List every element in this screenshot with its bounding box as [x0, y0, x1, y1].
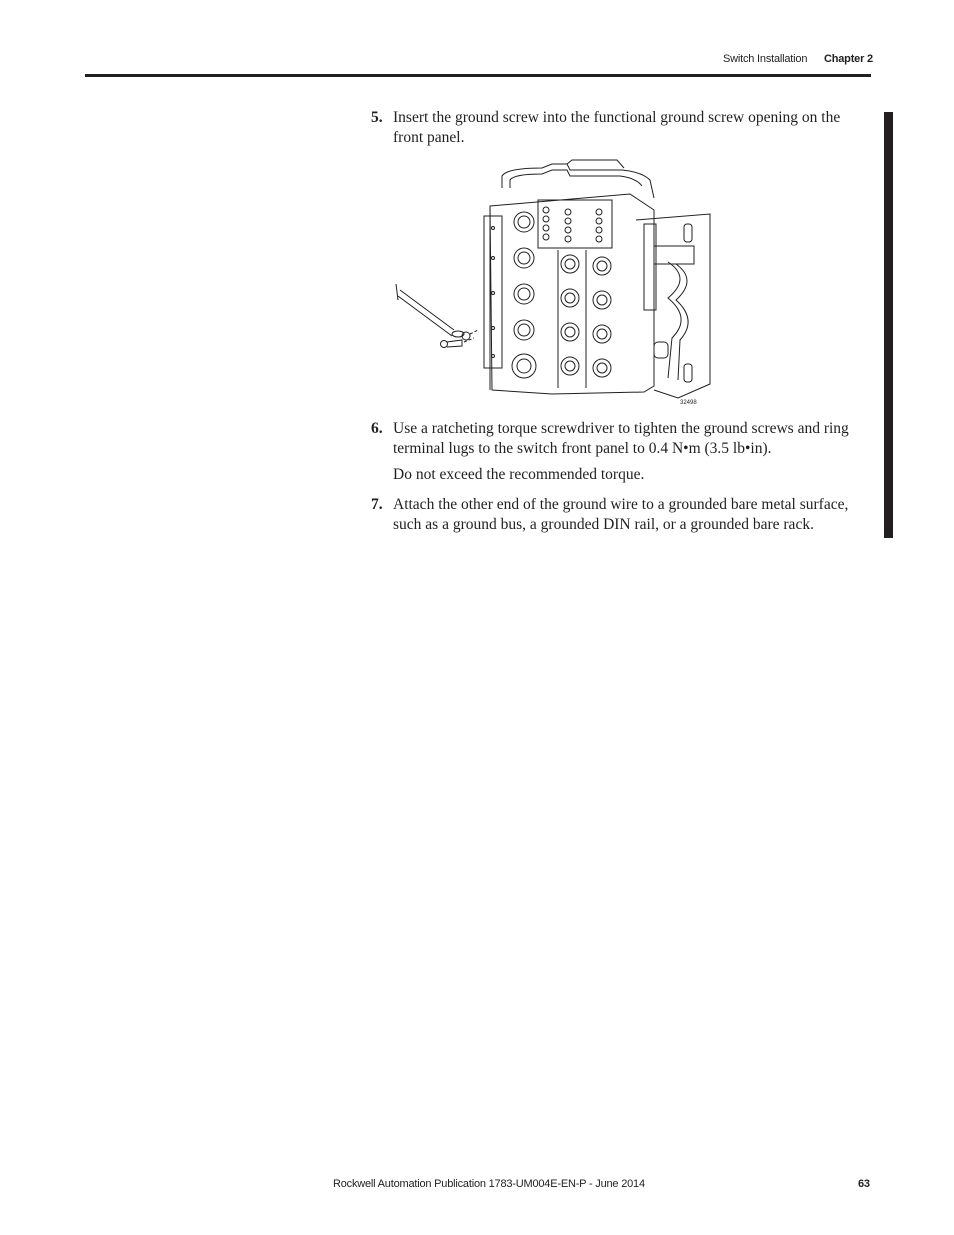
step-6 [371, 419, 871, 459]
step-text: Use a ratcheting torque screwdriver to tighten the ground screws and ring terminal lugs to the switch front panel to 0.4 N•m (3.5 lb•in). [393, 420, 849, 457]
step-number: 5. [371, 109, 383, 126]
header-chapter: Chapter 2 [824, 53, 873, 65]
step-number: 6. [371, 420, 383, 437]
footer-publication: Rockwell Automation Publication 1783-UM004E-EN-P - June 2014 [333, 1178, 645, 1190]
footer-page-number: 63 [858, 1178, 870, 1190]
torque-note: Do not exceed the recommended torque. [393, 466, 645, 483]
ground-screw-figure [392, 158, 722, 408]
step-number: 7. [371, 496, 383, 513]
figure-number: 32498 [680, 400, 697, 406]
step-text: Insert the ground screw into the functional ground screw opening on the front panel. [393, 109, 841, 146]
chapter-thumb-tab [884, 112, 893, 538]
ethernet-switch-grounding-icon [392, 158, 722, 408]
step-text: Attach the other end of the ground wire to a grounded bare metal surface, such as a ground bus, a grounded DIN rail, or a grounded bare rack. [393, 496, 849, 533]
step-5 [371, 108, 871, 148]
step-7 [371, 495, 871, 535]
header-section-title: Switch Installation [723, 53, 808, 65]
header-rule [85, 74, 871, 77]
